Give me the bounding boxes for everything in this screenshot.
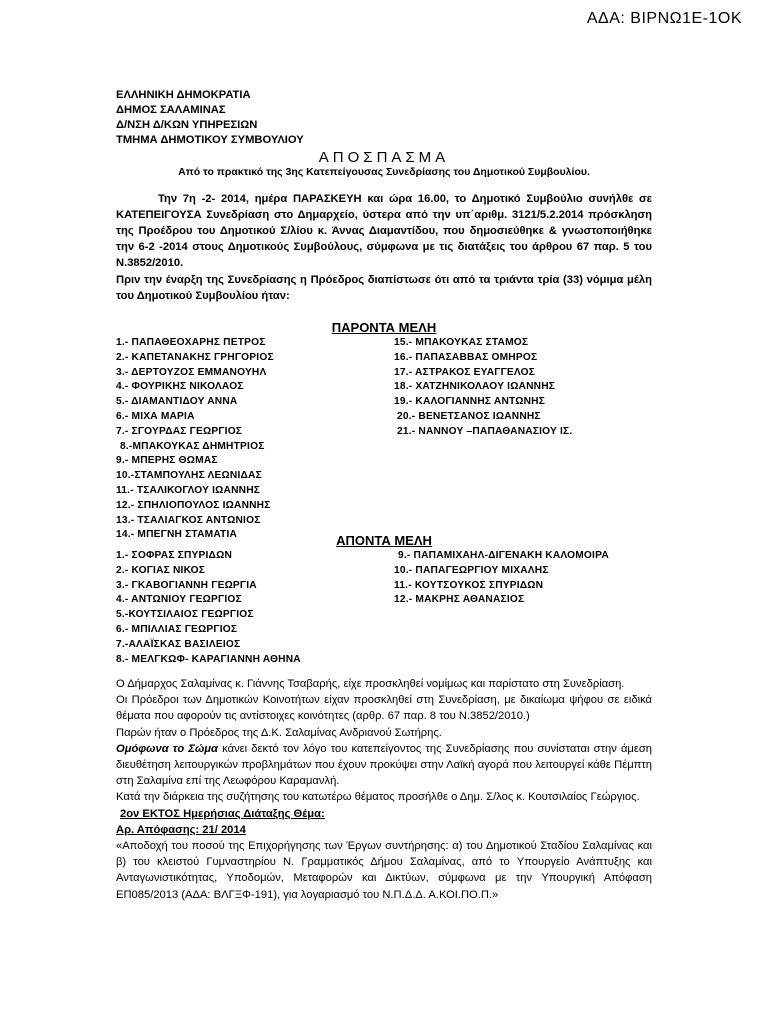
member-item: 5.- ΔΙΑΜΑΝΤΙΔΟΥ ΑΝΝΑ bbox=[116, 396, 238, 408]
absent-members-left-column bbox=[116, 549, 301, 667]
member-item: 6.- ΜΠΙΛΛΙΑΣ ΓΕΩΡΓΙΟΣ bbox=[116, 623, 238, 635]
member-item: 3.- ΓΚΑΒΟΓΙΑΝΝΗ ΓΕΩΡΓΙΑ bbox=[116, 579, 257, 591]
member-item: 12.- ΣΠΗΛΙΟΠΟΥΛΟΣ ΙΩΑΝΝΗΣ bbox=[116, 499, 271, 511]
present-members-right-column bbox=[394, 336, 572, 440]
member-item: 11.- ΤΣΑΛΙΚΟΓΛΟΥ ΙΩΑΝΝΗΣ bbox=[116, 484, 261, 496]
member-item: 6.- ΜΙΧΑ ΜΑΡΙΑ bbox=[116, 410, 195, 422]
authority-line: Δ/ΝΣΗ Δ/ΚΩΝ ΥΠΗΡΕΣΙΩΝ bbox=[116, 119, 258, 131]
member-item: 20.- ΒΕΝΕΤΣΑΝΟΣ ΙΩΑΝΝΗΣ bbox=[397, 410, 541, 422]
member-item: 5.-ΚΟΥΤΣΙΛΑΙΟΣ ΓΕΩΡΓΙΟΣ bbox=[116, 609, 254, 621]
member-item: 8.-ΜΠΑΚΟΥΚΑΣ ΔΗΜΗΤΡΙΟΣ bbox=[120, 440, 265, 452]
unanimous-rest: κάνει δεκτό τον λόγο του κατεπείγοντος της Συνεδρίασης που συνίσταται στην άμεση διευθέτηση λειτουργικών προβλημάτων που έχουν προκύψει στην Λαϊκή αγορά που λειτουργεί κάθε Πέμπτη στη Σαλαμίνα επί της Λεωφόρου Καραμανλή. bbox=[116, 742, 652, 788]
ada-code: ΑΔΑ: ΒΙΡΝΩ1Ε-1ΟΚ bbox=[586, 10, 742, 27]
member-item: 12.- ΜΑΚΡΗΣ ΑΘΑΝΑΣΙΟΣ bbox=[394, 594, 525, 606]
authority-line: ΔΗΜΟΣ ΣΑΛΑΜΙΝΑΣ bbox=[116, 104, 226, 116]
member-item: 18.- ΧΑΤΖΗΝΙΚΟΛΑΟΥ ΙΩΑΝΝΗΣ bbox=[394, 381, 556, 393]
mayor-statement: Ο Δήμαρχος Σαλαμίνας κ. Γιάννης Τσαβαρής, είχε προσκληθεί νομίμως και παρίστατο στη Συνεδρίαση. bbox=[116, 678, 625, 690]
issuing-authority bbox=[116, 88, 304, 148]
minutes-body bbox=[116, 676, 652, 903]
member-item: 14.- ΜΠΕΓΝΗ ΣΤΑΜΑΤΙΑ bbox=[116, 529, 238, 541]
quorum-paragraph: Πριν την έναρξη της Συνεδρίασης η Πρόεδρος διαπίστωσε ότι από τα τριάντα τρία (33) νόμιμα μέλη του Δημοτικού Συμβουλίου ήταν: bbox=[116, 274, 652, 302]
unanimous-lead: Ομόφωνα το Σώμα bbox=[116, 742, 218, 755]
member-item: 11.- ΚΟΥΤΣΟΥΚΟΣ ΣΠΥΡΙΔΩΝ bbox=[394, 579, 544, 591]
member-item: 3.- ΔΕΡΤΟΥΖΟΣ ΕΜΜΑΝΟΥΗΛ bbox=[116, 366, 267, 378]
decision-number: Αρ. Απόφασης: 21/ 2014 bbox=[116, 823, 246, 836]
presidents-statement: Οι Πρόεδροι των Δημοτικών Κοινοτήτων είχαν προσκληθεί στη Συνεδρίαση, με δικαίωμα ψήφου σε ειδικά θέματα που αφορούν τις αντίστοιχες κοινότητες (αρθρ. 67 παρ. 8 του Ν.3852/2010.) bbox=[116, 694, 652, 723]
member-item: 2.- ΚΑΠΕΤΑΝΑΚΗΣ ΓΡΗΓΟΡΙΟΣ bbox=[116, 351, 274, 363]
topic-heading: 2ον ΕΚΤΟΣ Ημερήσιας Διάταξης Θέμα: bbox=[120, 807, 325, 820]
member-item: 15.- ΜΠΑΚΟΥΚΑΣ ΣΤΑΜΟΣ bbox=[394, 337, 529, 348]
member-item: 13.- ΤΣΑΛΙΑΓΚΟΣ ΑΝΤΩΝΙΟΣ bbox=[116, 514, 261, 526]
member-item: 16.- ΠΑΠΑΣΑΒΒΑΣ ΟΜΗΡΟΣ bbox=[394, 351, 538, 363]
member-item: 1.- ΠΑΠΑΘΕΟΧΑΡΗΣ ΠΕΤΡΟΣ bbox=[116, 337, 266, 348]
member-item: 9.- ΠΑΠΑΜΙΧΑΗΛ-ΔΙΓΕΝΑΚΗ ΚΑΛΟΜΟΙΡΑ bbox=[398, 550, 609, 561]
member-item: 2.- ΚΟΓΙΑΣ ΝΙΚΟΣ bbox=[116, 564, 206, 576]
document-subtitle: Από το πρακτικό της 3ης Κατεπείγουσας Συνεδρίασης του Δημοτικού Συμβουλίου. bbox=[178, 166, 590, 178]
member-item: 10.- ΠΑΠΑΓΕΩΡΓΙΟΥ ΜΙΧΑΛΗΣ bbox=[394, 564, 549, 576]
present-members-left-column bbox=[116, 336, 274, 543]
member-item: 9.- ΜΠΕΡΗΣ ΘΩΜΑΣ bbox=[116, 455, 218, 467]
unanimous-statement bbox=[116, 741, 652, 790]
document-title: ΑΠΟΣΠΑΣΜΑ bbox=[318, 149, 450, 166]
member-item: 21.- ΝΑΝΝΟΥ –ΠΑΠΑΘΑΝΑΣΙΟΥ ΙΣ. bbox=[397, 425, 573, 437]
member-item: 19.- ΚΑΛΟΓΙΑΝΝΗΣ ΑΝΤΩΝΗΣ bbox=[394, 396, 546, 408]
authority-line: ΕΛΛΗΝΙΚΗ ΔΗΜΟΚΡΑΤΙΑ bbox=[116, 89, 251, 101]
absent-members-heading: ΑΠΟΝΤΑ ΜΕΛΗ bbox=[336, 533, 432, 548]
meeting-paragraph: Την 7η -2- 2014, ημέρα ΠΑΡΑΣΚΕΥΗ και ώρα 16.00, το Δημοτικό Συμβούλιο συνήλθε σε ΚΑΤΕΠΕΙΓΟΥΣΑ Συνεδρίαση στο Δημαρχείο, ύστερα από την υπ΄αριθμ. 3121/5.2.2014 πρόσκληση της Προέδρου του Δημοτικού Σ/λίου κ. Άννας Διαμαντίδου, που δημοσιεύθηκε & γνωστοποιήθηκε την 6-2 -2014 στους Δημοτικούς Συμβούλους, σύμφωνα με τις διατάξεις του άρθρου 67 παρ. 5 του Ν.3852/2010. bbox=[116, 193, 652, 269]
decision-text: «Αποδοχή του ποσού της Επιχορήγησης των Έργων συντήρησης: α) του Δημοτικού Σταδίου Σαλαμίνας και β) του κλειστού Γυμναστηρίου Ν. Γραμματικός Δήμου Σαλαμίνας, από το Υπουργείο Ανάπτυξης και Ανταγωνιστικότητας, Υποδομών, Μεταφορών και Δικτύων, σύμφωνα με την Υπουργική Απόφαση ΕΠ085/2013 (ΑΔΑ: ΒΛΓΞΦ-191), για λογαριασμό του Ν.Π.Δ.Δ. Α.ΚΟΙ.ΠΟ.Π.» bbox=[116, 840, 652, 901]
present-president-statement: Παρών ήταν ο Πρόεδρος της Δ.Κ. Σαλαμίνας Ανδριανού Σωτήρης. bbox=[116, 726, 442, 739]
present-members-heading: ΠΑΡΟΝΤΑ ΜΕΛΗ bbox=[331, 320, 437, 335]
arrival-statement: Κατά την διάρκεια της συζήτησης του κατωτέρω θέματος προσήλθε ο Δημ. Σ/λος κ. Κουτσιλαίος Γεώργιος. bbox=[116, 791, 640, 804]
member-item: 10.-ΣΤΑΜΠΟΥΛΗΣ ΛΕΩΝΙΔΑΣ bbox=[116, 470, 262, 482]
member-item: 7.-ΑΛΑΪΣΚΑΣ ΒΑΣΙΛΕΙΟΣ bbox=[116, 638, 241, 650]
member-item: 8.- ΜΕΛΓΚΩΦ- ΚΑΡΑΓΙΑΝΝΗ ΑΘΗΝΑ bbox=[116, 653, 301, 665]
absent-members-right-column bbox=[394, 549, 609, 608]
authority-line: ΤΜΗΜΑ ΔΗΜΟΤΙΚΟΥ ΣΥΜΒΟΥΛΙΟΥ bbox=[116, 134, 304, 146]
member-item: 1.- ΣΟΦΡΑΣ ΣΠΥΡΙΔΩΝ bbox=[116, 550, 232, 561]
member-item: 4.- ΑΝΤΩΝΙΟΥ ΓΕΩΡΓΙΟΣ bbox=[116, 594, 242, 606]
member-item: 4.- ΦΟΥΡΙΚΗΣ ΝΙΚΟΛΑΟΣ bbox=[116, 381, 244, 393]
member-item: 7.- ΣΓΟΥΡΔΑΣ ΓΕΩΡΓΙΟΣ bbox=[116, 425, 243, 437]
member-item: 17.- ΑΣΤΡΑΚΟΣ ΕΥΑΓΓΕΛΟΣ bbox=[394, 366, 536, 378]
